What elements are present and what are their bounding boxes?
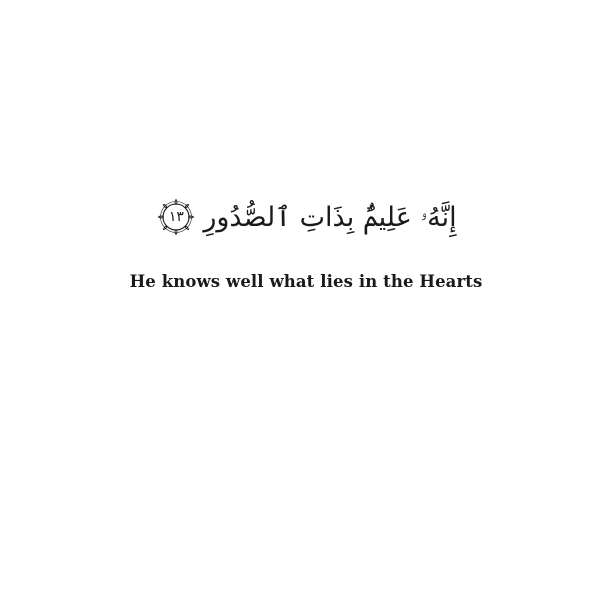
verse-line [0, 188, 612, 246]
english-translation: He knows well what lies in the Hearts [129, 272, 483, 291]
arabic-verse-text: إِنَّهُۥ عَلِيمٌۢ بِذَاتِ ٱلصُّدُورِ [203, 201, 457, 233]
ayah-number: ١٣ [168, 209, 184, 225]
ayah-end-marker [155, 196, 197, 238]
